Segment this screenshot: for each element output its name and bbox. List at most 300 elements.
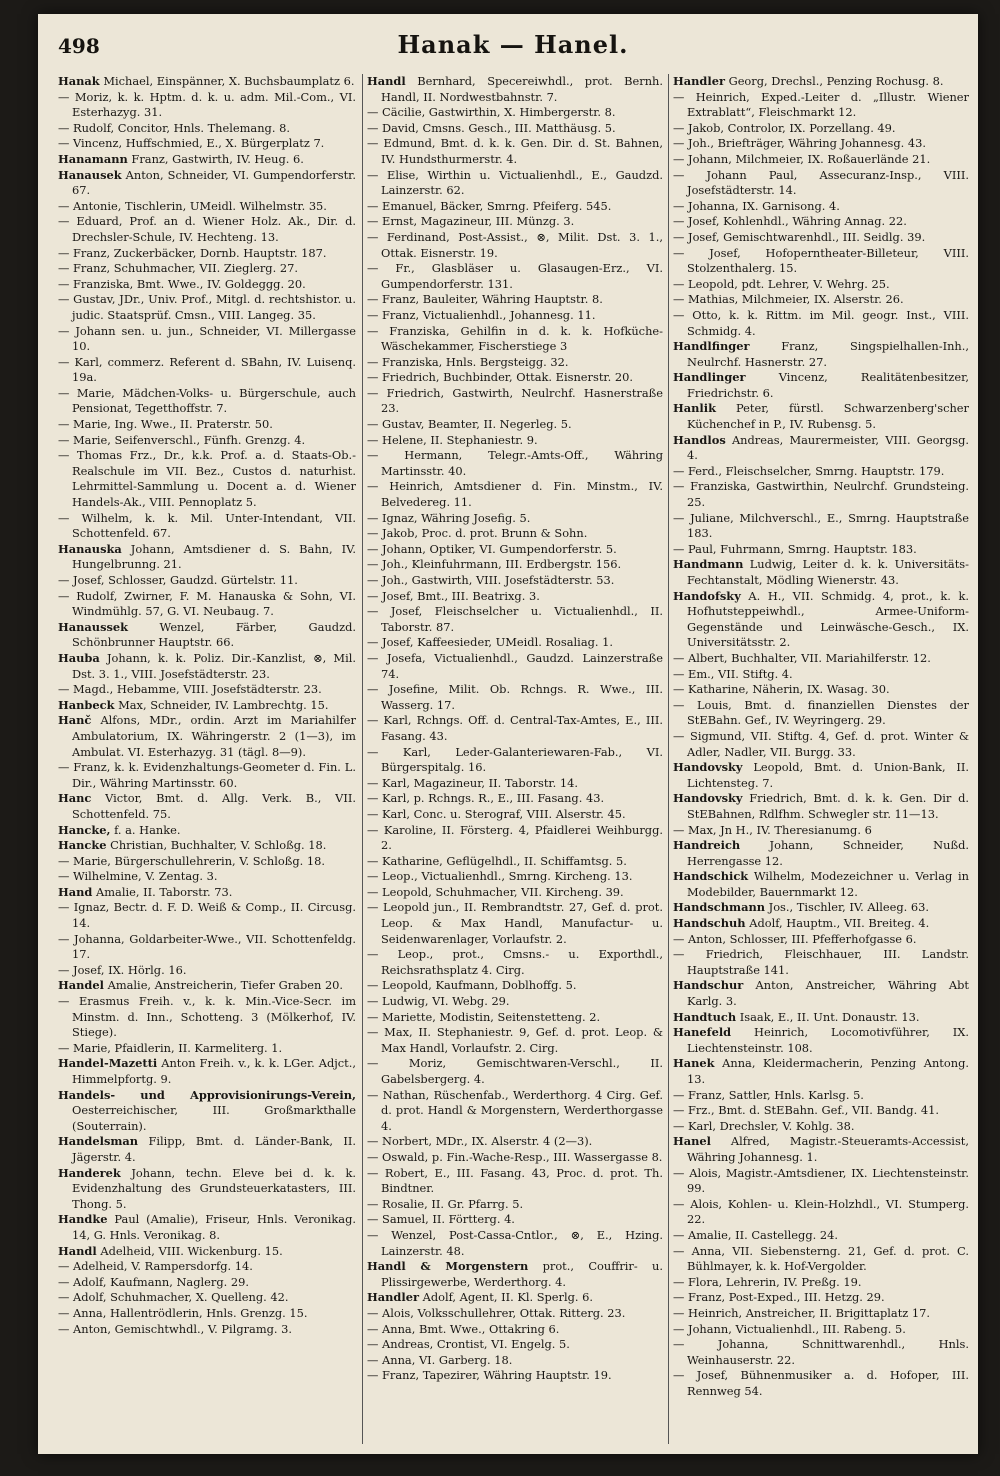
entry-details: — Gustav, Beamter, II. Negerleg. 5. xyxy=(367,417,572,432)
directory-entry xyxy=(367,994,663,1010)
directory-entry xyxy=(58,261,356,277)
directory-entry xyxy=(673,1337,969,1368)
entry-details: — Robert, E., III. Fasang. 43, Proc. d. prot. Th. Bindtner. xyxy=(367,1165,663,1196)
entry-details: — Erasmus Freih. v., k. k. Min.-Vice-Secr. im Minstm. d. Inn., Schotteng. 3 (Mölkerhof, IV. Stiege). xyxy=(58,994,356,1040)
entry-details: — Jakob, Controlor, IX. Porzellang. 49. xyxy=(673,120,896,135)
entry-details: — Josefa, Victualienhdl., Gaudzd. Lainzerstraße 74. xyxy=(367,650,663,681)
entry-details: — Max, Jn H., IV. Theresianumg. 6 xyxy=(673,822,872,837)
entry-details: Johann, k. k. Poliz. Dir.-Kanzlist, ⊗, Mil. Dst. 3. 1., VIII. Josefstädterstr. 23. xyxy=(72,650,356,681)
entry-details: — Nathan, Rüschenfab., Werderthorg. 4 Cirg. Gef. d. prot. Handl & Morgenstern, Werderthorgasse 4. xyxy=(367,1087,663,1133)
entry-details: — Katharine, Geflügelhdl., II. Schiffamtsg. 5. xyxy=(367,853,627,868)
directory-entry xyxy=(673,1322,969,1338)
directory-entry xyxy=(58,823,356,839)
directory-entry xyxy=(367,199,663,215)
entry-details: — Franz, k. k. Evidenzhaltungs-Geometer d. Fin. L. Dir., Währing Martinsstr. 60. xyxy=(58,760,356,790)
directory-entry xyxy=(58,246,356,262)
entry-details: — Franziska, Hnls. Bergsteigg. 32. xyxy=(367,354,569,369)
entry-details: — Cäcilie, Gastwirthin, X. Himbergerstr. 8. xyxy=(367,105,616,120)
entry-details: — Oswald, p. Fin.-Wache-Resp., III. Wassergasse 8. xyxy=(367,1149,663,1164)
entry-details: — Edmund, Bmt. d. k. k. Gen. Dir. d. St. Bahnen, IV. Hundsthurmerstr. 4. xyxy=(367,136,663,166)
entry-details: Friedrich, Bmt. d. k. k. Gen. Dir d. StEBahnen, Rdlfhm. Schwegler str. 11—13. xyxy=(687,791,969,821)
directory-entry xyxy=(367,854,663,870)
entry-surname: Handels- und Approvisionirungs-Verein, xyxy=(58,1087,356,1102)
entry-details: Anton, Anstreicher, Währing Abt Karlg. 3. xyxy=(687,978,969,1009)
directory-entry xyxy=(673,136,969,152)
directory-entry xyxy=(58,448,356,510)
directory-entry xyxy=(58,136,356,152)
entry-details: — Moriz, Gemischtwaren-Verschl., II. Gabelsbergerg. 4. xyxy=(367,1056,663,1086)
entry-details: — Heinrich, Anstreicher, II. Brigittaplatz 17. xyxy=(673,1305,931,1320)
entry-details: — Flora, Lehrerin, IV. Preßg. 19. xyxy=(673,1274,862,1289)
entry-details: — Friedrich, Gastwirth, Neulrchf. Hasnerstraße 23. xyxy=(367,385,663,416)
entry-details: — Josef, IX. Hörlg. 16. xyxy=(58,962,187,977)
entry-details: Michael, Einspänner, X. Buchsbaumplatz 6. xyxy=(99,74,355,88)
directory-entry xyxy=(673,542,969,558)
entry-details: — Leop., Victualienhdl., Smrng. Kircheng. 13. xyxy=(367,869,633,884)
entry-details: — Mariette, Modistin, Seitenstetteng. 2. xyxy=(367,1009,601,1024)
directory-entry xyxy=(673,90,969,121)
directory-entry xyxy=(367,573,663,589)
page-number: 498 xyxy=(58,34,100,58)
directory-entry xyxy=(673,479,969,510)
entry-details: — Amalie, II. Castellegg. 24. xyxy=(673,1227,838,1242)
entry-surname: Hand xyxy=(58,884,93,899)
directory-entry xyxy=(367,1166,663,1197)
directory-entry xyxy=(673,511,969,542)
directory-entry xyxy=(58,1244,356,1260)
entry-details: — Adelheid, V. Rampersdorfg. 14. xyxy=(58,1259,253,1274)
directory-entry xyxy=(673,246,969,277)
entry-details: — Wenzel, Post-Cassa-Cntlor., ⊗, E., Hzing. Lainzerstr. 48. xyxy=(367,1227,663,1258)
directory-entry xyxy=(58,121,356,137)
directory-entry xyxy=(58,386,356,417)
entry-details: — Franz, Sattler, Hnls. Karlsg. 5. xyxy=(673,1087,864,1102)
directory-entry xyxy=(58,869,356,885)
entry-details: — Karl, Leder-Galanteriewaren-Fab., VI. Bürgerspitalg. 16. xyxy=(367,744,663,775)
entry-details: Franz, Gastwirth, IV. Heug. 6. xyxy=(127,151,304,166)
directory-entry xyxy=(673,1103,969,1119)
entry-details: — Ferdinand, Post-Assist., ⊗, Milit. Dst. 3. 1., Ottak. Eisnerstr. 19. xyxy=(367,229,663,260)
entry-details: — Karoline, II. Försterg. 4, Pfaidlerei Weihburgg. 2. xyxy=(367,822,663,853)
entry-details: — Katharine, Näherin, IX. Wasag. 30. xyxy=(673,682,890,697)
directory-entry xyxy=(367,308,663,324)
entry-surname: Hanc xyxy=(58,791,92,806)
directory-entry xyxy=(58,292,356,323)
entry-details: — Joh., Gastwirth, VIII. Josefstädterstr. 53. xyxy=(367,573,615,587)
directory-entry xyxy=(673,589,969,651)
directory-entry xyxy=(673,230,969,246)
entry-surname: Hanausek xyxy=(58,167,122,182)
directory-entry xyxy=(367,1088,663,1135)
directory-entry xyxy=(58,433,356,449)
entry-details: Vincenz, Realitätenbesitzer, Friedrichstr. 6. xyxy=(687,370,969,400)
directory-entry xyxy=(367,604,663,635)
entry-details: — Em., VII. Stiftg. 4. xyxy=(673,666,793,681)
entry-surname: Handovsky xyxy=(673,791,743,806)
entry-details: — Josef, Bmt., III. Beatrixg. 3. xyxy=(367,588,540,603)
directory-entry xyxy=(58,1041,356,1057)
directory-entry xyxy=(58,1259,356,1275)
directory-entry xyxy=(673,947,969,978)
entry-details: — Franz, Tapezirer, Währing Hauptstr. 19. xyxy=(367,1368,612,1383)
entry-surname: Hancke, xyxy=(58,822,111,837)
directory-entry xyxy=(673,1306,969,1322)
directory-entry xyxy=(673,1134,969,1165)
directory-page xyxy=(38,14,978,1454)
directory-entry xyxy=(673,1119,969,1135)
entry-details: — Franz, Victualienhdl., Johannesg. 11. xyxy=(367,307,596,322)
entry-details: — Wilhelmine, V. Zentag. 3. xyxy=(58,869,218,884)
directory-entry xyxy=(367,324,663,355)
entry-details: — Hermann, Telegr.-Amts-Off., Währing Martinsstr. 40. xyxy=(367,448,663,478)
directory-entry xyxy=(673,433,969,464)
entry-details: — Franz, Schuhmacher, VII. Zieglerg. 27. xyxy=(58,261,298,276)
directory-entry xyxy=(58,900,356,931)
entry-details: — Alois, Kohlen- u. Klein-Holzhdl., VI. Stumperg. 22. xyxy=(673,1196,969,1227)
entry-details: — Marie, Bürgerschullehrerin, V. Schloßg. 18. xyxy=(58,853,326,868)
directory-entry xyxy=(367,230,663,261)
entry-details: — Johanna, Goldarbeiter-Wwe., VII. Schottenfeldg. 17. xyxy=(58,931,356,962)
directory-entry xyxy=(367,121,663,137)
directory-entry xyxy=(58,589,356,620)
entry-details: Johann, techn. Eleve bei d. k. k. Evidenzhaltung des Grundsteuerkatasters, III. Thong. 5. xyxy=(72,1165,356,1211)
entry-details: — Anna, Bmt. Wwe., Ottakring 6. xyxy=(367,1321,560,1336)
entry-details: — Louis, Bmt. d. finanziellen Dienstes der StEBahn. Gef., IV. Weyringerg. 29. xyxy=(673,697,969,728)
entry-surname: Handel xyxy=(58,978,104,993)
entry-details: A. H., VII. Schmidg. 4, prot., k. k. Hofhutsteppeiwhdl., Armee-Uniform-Gegenstände und Leinwäsche-Gesch., IX. Universitätsstr. 2. xyxy=(687,588,969,650)
entry-surname: Handmann xyxy=(673,557,744,572)
directory-entry xyxy=(673,682,969,698)
directory-entry xyxy=(58,932,356,963)
directory-entry xyxy=(367,978,663,994)
entry-details: — Johann Paul, Assecuranz-Insp., VIII. Josefstädterstr. 14. xyxy=(673,167,969,198)
entry-details: Paul (Amalie), Friseur, Hnls. Veronikag. 14, G. Hnls. Veronikag. 8. xyxy=(72,1212,356,1242)
directory-entry xyxy=(367,511,663,527)
entry-surname: Handreich xyxy=(673,838,741,853)
entry-details: — Karl, Magazineur, II. Taborstr. 14. xyxy=(367,775,578,790)
entry-details: Amalie, Anstreicherin, Tiefer Graben 20. xyxy=(103,978,344,993)
directory-entry xyxy=(673,74,969,90)
entry-details: — Franz, Post-Exped., III. Hetzg. 29. xyxy=(673,1290,885,1305)
entry-surname: Handerek xyxy=(58,1165,121,1180)
directory-entry xyxy=(58,760,356,791)
directory-entry xyxy=(673,978,969,1009)
entry-details: — Franziska, Bmt. Wwe., IV. Goldeggg. 20. xyxy=(58,276,306,291)
entry-details: — Karl, Conc. u. Sterograf, VIII. Alserstr. 45. xyxy=(367,806,626,821)
entry-details: — Johann, Victualienhdl., III. Rabeng. 5. xyxy=(673,1321,906,1336)
directory-entry xyxy=(367,448,663,479)
directory-entry xyxy=(367,1290,663,1306)
entry-details: — Franz, Zuckerbäcker, Dornb. Hauptstr. 187. xyxy=(58,245,327,260)
entry-surname: Handl xyxy=(367,74,406,88)
entry-details: — Ignaz, Bectr. d. F. D. Weiß & Comp., II. Circusg. 14. xyxy=(58,900,356,931)
entry-surname: Handtuch xyxy=(673,1009,737,1024)
entry-surname: Hanamann xyxy=(58,151,128,166)
entry-details: — David, Cmsns. Gesch., III. Matthäusg. 5. xyxy=(367,120,616,135)
entry-details: — Frz., Bmt. d. StEBahn. Gef., VII. Bandg. 41. xyxy=(673,1103,939,1118)
entry-details: — Josef, Schlosser, Gaudzd. Gürtelstr. 11. xyxy=(58,573,298,587)
directory-entry xyxy=(58,963,356,979)
directory-entry xyxy=(673,698,969,729)
running-head: Hanak — Hanel. xyxy=(397,30,629,59)
directory-entry xyxy=(367,1134,663,1150)
entry-details: Max, Schneider, IV. Lambrechtg. 15. xyxy=(114,697,329,712)
directory-entry xyxy=(673,214,969,230)
directory-entry xyxy=(367,869,663,885)
directory-entry xyxy=(367,1212,663,1228)
directory-entry xyxy=(367,214,663,230)
entry-surname: Handler xyxy=(367,1290,419,1305)
directory-entry xyxy=(367,370,663,386)
entry-details: — Fr., Glasbläser u. Glasaugen-Erz., VI. Gumpendorferstr. 131. xyxy=(367,261,663,291)
directory-entry xyxy=(58,1088,356,1135)
directory-entry xyxy=(367,479,663,510)
entry-details: — Norbert, MDr., IX. Alserstr. 4 (2—3). xyxy=(367,1134,593,1149)
directory-entry xyxy=(58,355,356,386)
entry-details: — Leopold jun., II. Rembrandtstr. 27, Gef. d. prot. Leop. & Max Handl, Manufactur- u. Seidenwarenlager, Vorlaufstr. 2. xyxy=(367,900,663,946)
directory-entry xyxy=(673,869,969,900)
entry-details: — Anna, VI. Garberg. 18. xyxy=(367,1352,513,1367)
directory-entry xyxy=(58,90,356,121)
directory-entry xyxy=(673,1228,969,1244)
entry-details: — Anna, VII. Siebensterng. 21, Gef. d. prot. C. Bühlmayer, k. k. Hof-Vergolder. xyxy=(673,1243,969,1274)
entry-details: Anton Freih. v., k. k. LGer. Adjct., Himmelpfortg. 9. xyxy=(72,1056,356,1086)
entry-details: Andreas, Maurermeister, VIII. Georgsg. 4. xyxy=(687,432,969,463)
directory-entry xyxy=(58,838,356,854)
directory-entry xyxy=(367,1322,663,1338)
directory-entry xyxy=(367,900,663,947)
entry-details: — Johann, Milchmeier, IX. Roßauerlände 21. xyxy=(673,151,931,166)
entry-details: Bernhard, Specereiwhdl., prot. Bernh. Handl, II. Nordwestbahnstr. 7. xyxy=(381,74,663,104)
entry-details: — Josefine, Milit. Ob. Rchngs. R. Wwe., III. Wasserg. 17. xyxy=(367,682,663,712)
entry-details: — Jakob, Proc. d. prot. Brunn & Sohn. xyxy=(367,526,588,541)
directory-entry xyxy=(673,277,969,293)
directory-entry xyxy=(367,745,663,776)
directory-entry xyxy=(673,1275,969,1291)
entry-surname: Hanbeck xyxy=(58,697,115,712)
directory-entry xyxy=(58,1275,356,1291)
entry-details: — Elise, Wirthin u. Victualienhdl., E., Gaudzd. Lainzerstr. 62. xyxy=(367,167,663,198)
directory-entry xyxy=(673,557,969,588)
directory-entry xyxy=(673,651,969,667)
entry-details: — Friedrich, Buchbinder, Ottak. Eisnerstr. 20. xyxy=(367,370,633,385)
entry-surname: Handofsky xyxy=(673,588,741,603)
entry-details: Franz, Singspielhallen-Inh., Neulrchf. Hasnerstr. 27. xyxy=(687,339,969,369)
entry-details: Peter, fürstl. Schwarzenberg'scher Küchenchef in P., IV. Rubensg. 5. xyxy=(687,401,969,432)
directory-entry xyxy=(58,1166,356,1213)
entry-details: — Josef, Hofoperntheater-Billeteur, VIII. Stolzenthalerg. 15. xyxy=(673,245,969,276)
entry-details: Adelheid, VIII. Wickenburg. 15. xyxy=(96,1243,283,1258)
directory-entry xyxy=(367,417,663,433)
column-1 xyxy=(58,74,356,1444)
entry-details: — Adolf, Kaufmann, Naglerg. 29. xyxy=(58,1274,249,1289)
column-2 xyxy=(362,74,663,1444)
directory-entry xyxy=(673,152,969,168)
directory-entry xyxy=(58,1306,356,1322)
entry-details: — Gustav, JDr., Univ. Prof., Mitgl. d. rechtshistor. u. judic. Staatsprüf. Cmsn., VIII. Langeg. 35. xyxy=(58,292,356,322)
directory-entry xyxy=(367,682,663,713)
entry-details: Wenzel, Färber, Gaudzd. Schönbrunner Hauptstr. 66. xyxy=(72,619,356,650)
directory-entry xyxy=(673,1056,969,1087)
entry-details: — Marie, Ing. Wwe., II. Praterstr. 50. xyxy=(58,417,273,432)
entry-details: — Antonie, Tischlerin, UMeidl. Wilhelmstr. 35. xyxy=(58,198,327,213)
entry-details: Johann, Amtsdiener d. S. Bahn, IV. Hungelbrunng. 21. xyxy=(72,541,356,572)
directory-entry xyxy=(367,635,663,651)
entry-details: Georg, Drechsl., Penzing Rochusg. 8. xyxy=(724,74,944,88)
entry-surname: Hauba xyxy=(58,650,100,665)
entry-details: — Anton, Gemischtwhdl., V. Pilgramg. 3. xyxy=(58,1321,293,1336)
entry-details: — Leopold, Schuhmacher, VII. Kircheng. 39. xyxy=(367,884,624,899)
directory-entry xyxy=(673,121,969,137)
entry-details: Oesterreichischer, III. Großmarkthalle (Souterrain). xyxy=(72,1103,356,1133)
entry-details: — Franziska, Gehilfin in d. k. k. Hofküche-Wäschekammer, Fischerstiege 3 xyxy=(367,323,663,354)
directory-entry xyxy=(58,74,356,90)
directory-entry xyxy=(367,526,663,542)
entry-details: — Helene, II. Stephaniestr. 9. xyxy=(367,432,538,447)
entry-surname: Hanaussek xyxy=(58,619,129,634)
entry-details: — Joh., Briefträger, Währing Johannesg. 43. xyxy=(673,136,926,151)
column-3 xyxy=(668,74,969,1444)
directory-entry xyxy=(673,1025,969,1056)
entry-details: — Paul, Fuhrmann, Smrng. Hauptstr. 183. xyxy=(673,541,917,556)
directory-entry xyxy=(367,1368,663,1384)
entry-details: — Anna, Hallentrödlerin, Hnls. Grenzg. 15. xyxy=(58,1305,308,1320)
entry-details: — Ludwig, VI. Webg. 29. xyxy=(367,994,510,1009)
directory-entry xyxy=(673,1290,969,1306)
entry-details: — Otto, k. k. Rittm. im Mil. geogr. Inst., VIII. Schmidg. 4. xyxy=(673,307,969,338)
directory-entry xyxy=(367,386,663,417)
entry-details: — Johanna, Schnittwarenhdl., Hnls. Weinhauserstr. 22. xyxy=(673,1337,969,1367)
directory-entry xyxy=(367,807,663,823)
directory-entry xyxy=(367,168,663,199)
entry-surname: Handl xyxy=(58,1243,97,1258)
directory-entry xyxy=(58,168,356,199)
directory-entry xyxy=(58,791,356,822)
directory-entry xyxy=(367,292,663,308)
entry-details: Alfred, Magistr.-Steueramts-Accessist, Währing Johannesg. 1. xyxy=(687,1134,969,1164)
entry-details: — Leop., prot., Cmsns.- u. Exporthdl., Reichsrathsplatz 4. Cirg. xyxy=(367,947,663,977)
directory-entry xyxy=(673,667,969,683)
entry-details: — Johann, Optiker, VI. Gumpendorferstr. 5. xyxy=(367,541,617,556)
entry-details: prot., Couffrir- u. Plissirgewerbe, Werderthorg. 4. xyxy=(381,1259,663,1289)
entry-surname: Hanlik xyxy=(673,401,716,416)
entry-details: — Juliane, Milchverschl., E., Smrng. Hauptstraße 183. xyxy=(673,510,969,541)
entry-details: — Marie, Seifenverschl., Fünfh. Grenzg. 4. xyxy=(58,432,306,447)
entry-surname: Hanč xyxy=(58,713,92,728)
entry-details: — Andreas, Crontist, VI. Engelg. 5. xyxy=(367,1337,570,1352)
directory-entry xyxy=(673,1088,969,1104)
entry-details: — Emanuel, Bäcker, Smrng. Pfeiferg. 545. xyxy=(367,198,612,213)
entry-surname: Handschick xyxy=(673,869,749,884)
directory-entry xyxy=(58,1290,356,1306)
entry-details: Adolf, Agent, II. Kl. Sperlg. 6. xyxy=(418,1290,594,1305)
entry-details: Victor, Bmt. d. Allg. Verk. B., VII. Schottenfeld. 75. xyxy=(72,791,356,821)
directory-entry xyxy=(367,713,663,744)
directory-entry xyxy=(58,994,356,1041)
entry-surname: Handler xyxy=(673,74,725,88)
entry-surname: Hanauska xyxy=(58,541,122,556)
entry-surname: Handlos xyxy=(673,432,726,447)
directory-entry xyxy=(367,261,663,292)
directory-entry xyxy=(367,776,663,792)
directory-entry xyxy=(367,1259,663,1290)
directory-entry xyxy=(58,152,356,168)
directory-entry xyxy=(673,791,969,822)
directory-entry xyxy=(673,1197,969,1228)
directory-entry xyxy=(673,760,969,791)
entry-details: Filipp, Bmt. d. Länder-Bank, II. Jägerstr. 4. xyxy=(72,1134,356,1164)
directory-entry xyxy=(673,729,969,760)
entry-details: — Karl, Rchngs. Off. d. Central-Tax-Amtes, E., III. Fasang. 43. xyxy=(367,713,663,743)
directory-entry xyxy=(673,838,969,869)
entry-details: Alfons, MDr., ordin. Arzt im Mariahilfer Ambulatorium, IX. Währingerstr. 2 (1—3), im Ambulat. VI. Esterhazyg. 31 (tägl. 8—9). xyxy=(72,713,356,759)
directory-entry xyxy=(58,885,356,901)
entry-surname: Hancke xyxy=(58,838,107,853)
entry-details: — Franziska, Gastwirthin, Neulrchf. Grundsteing. 25. xyxy=(673,479,969,510)
entry-details: — Marie, Mädchen-Volks- u. Bürgerschule, auch Pensionat, Tegetthoffstr. 7. xyxy=(58,385,356,416)
entry-surname: Handlinger xyxy=(673,370,746,385)
directory-entry xyxy=(367,823,663,854)
directory-entry xyxy=(367,433,663,449)
entry-details: — Leopold, Kaufmann, Doblhoffg. 5. xyxy=(367,978,577,993)
entry-surname: Hanek xyxy=(673,1056,715,1071)
entry-details: Heinrich, Locomotivführer, IX. Liechtensteinstr. 108. xyxy=(687,1025,969,1055)
page-header xyxy=(58,26,968,66)
directory-entry xyxy=(58,1134,356,1165)
directory-entry xyxy=(367,947,663,978)
entry-surname: Handelsman xyxy=(58,1134,139,1149)
entry-details: — Mathias, Milchmeier, IX. Alserstr. 26. xyxy=(673,292,904,307)
directory-entry xyxy=(367,1306,663,1322)
entry-details: Wilhelm, Modezeichner u. Verlag in Modebilder, Bauernmarkt 12. xyxy=(687,869,969,899)
entry-details: — Karl, Drechsler, V. Kohlg. 38. xyxy=(673,1118,855,1133)
entry-details: — Thomas Frz., Dr., k.k. Prof. a. d. Staats-Ob.-Realschule im VII. Bez., Custos d. naturhist. Lehrmittel-Sammlung u. Docent a. d. Wiener Handels-Ak., VIII. Pennoplatz 5. xyxy=(58,448,356,510)
directory-entry xyxy=(367,557,663,573)
directory-entry xyxy=(367,1025,663,1056)
entry-details: — Leopold, pdt. Lehrer, V. Wehrg. 25. xyxy=(673,276,890,291)
entry-surname: Handel-Mazetti xyxy=(58,1056,158,1071)
entry-details: — Rudolf, Concitor, Hnls. Thelemang. 8. xyxy=(58,120,290,135)
directory-entry xyxy=(58,651,356,682)
entry-details: f. a. Hanke. xyxy=(110,822,181,837)
directory-entry xyxy=(58,542,356,573)
entry-details: — Moriz, k. k. Hptm. d. k. u. adm. Mil.-Com., VI. Esterhazyg. 31. xyxy=(58,89,356,120)
directory-entry xyxy=(673,1010,969,1026)
directory-entry xyxy=(58,1056,356,1087)
entry-surname: Hanel xyxy=(673,1134,711,1149)
entry-details: — Heinrich, Exped.-Leiter d. „Illustr. Wiener Extrablatt“, Fleischmarkt 12. xyxy=(673,89,969,120)
entry-details: — Adolf, Schuhmacher, X. Quelleng. 42. xyxy=(58,1290,289,1305)
entry-details: — Sigmund, VII. Stiftg. 4, Gef. d. prot. Winter & Adler, Nadler, VII. Burgg. 33. xyxy=(673,728,969,759)
directory-entry xyxy=(367,1010,663,1026)
entry-surname: Handschuh xyxy=(673,916,746,931)
directory-entry xyxy=(58,324,356,355)
directory-entry xyxy=(367,1353,663,1369)
directory-entry xyxy=(673,1368,969,1399)
entry-details: Ludwig, Leiter d. k. k. Universitäts-Fechtanstalt, Mödling Wienerstr. 43. xyxy=(687,557,969,587)
directory-entry xyxy=(673,464,969,480)
entry-details: Christian, Buchhalter, V. Schloßg. 18. xyxy=(106,838,327,853)
directory-entry xyxy=(673,1244,969,1275)
directory-entry xyxy=(58,682,356,698)
directory-entry xyxy=(673,308,969,339)
directory-entry xyxy=(58,277,356,293)
directory-entry xyxy=(367,74,663,105)
entry-details: Leopold, Bmt. d. Union-Bank, II. Lichtensteg. 7. xyxy=(687,760,969,790)
entry-surname: Handl & Morgenstern xyxy=(367,1259,529,1274)
directory-entry xyxy=(367,589,663,605)
directory-entry xyxy=(367,791,663,807)
